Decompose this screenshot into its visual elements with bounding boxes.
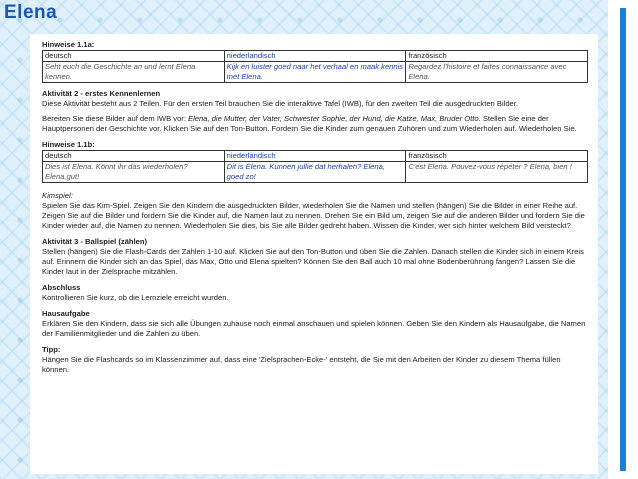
cell-french: C'est Elena. Pouvez-vous répéter ? Elena, bien !: [406, 162, 588, 183]
table-row: [43, 162, 588, 183]
activity2-heading: Aktivität 2 - erstes Kennenlernen: [42, 89, 161, 98]
kimspiel-text: Spielen Sie das Kim-Spiel. Zeigen Sie den Kindern die ausgedruckten Bilder, wiederholen Sie die Namen und stellen (hängen) Sie die Bilder in einer Reihe auf. Zeigen Sie auf die Bilder und fordern Sie die Kinder auf, die Namen laut zu nennen. Drehen Sie ein Bild um, zeigen Sie auf die anderen Bilder und fordern Sie die Kinder wieder auf, die Namen zu nennen. Wiederholen Sie dies, bis Sie alle Bilder gedreht haben. Wissen die Kinder, wer sich hinter welchem Bild versteckt?: [42, 201, 585, 230]
activity2-p2-intro: Bereiten Sie diese Bilder auf dem IWB vor:: [42, 114, 189, 123]
document-page: [30, 34, 598, 474]
activity2-p2-names: Elena, die Mutter, der Vater, Schwester Sophie, der Hund, die Katze, Max, Bruder Otto.: [188, 114, 481, 123]
hausaufgabe-section: [42, 309, 588, 339]
col-french: französisch: [406, 151, 588, 162]
cell-german: Dies ist Elena. Könnt ihr das wiederholen? Elena,gut!: [43, 162, 225, 183]
col-dutch: niederlandisch: [224, 151, 406, 162]
abschluss-heading: Abschluss: [42, 283, 81, 292]
table-row: [43, 62, 588, 83]
activity3-heading: Aktivität 3 - Ballspiel (zählen): [42, 237, 148, 246]
abschluss-section: [42, 283, 588, 303]
hint1-table: [42, 50, 588, 83]
abschluss-text: Kontrollieren Sie kurz, ob die Lernziele erreicht wurden.: [42, 293, 229, 302]
kimspiel-heading: Kimspiel:: [42, 191, 73, 200]
col-german: deutsch: [43, 51, 225, 62]
table-header-row: [43, 151, 588, 162]
tipp-section: [42, 345, 588, 375]
hausaufgabe-heading: Hausaufgabe: [42, 309, 90, 318]
activity2-p2: [42, 114, 588, 134]
activity2-p2-rest: Stellen Sie eine der Hauptpersonen der Geschichte vor. Klicken Sie auf den Ton-Button. Fordern Sie die Kinder zum genauen Zuhören und zum Wiederholen auf. Wiederholen Sie.: [42, 114, 577, 133]
activity3-text: Stellen (hängen) Sie die Flash-Cards der Zahlen 1-10 auf. Klicken Sie auf den Ton-Button und üben Sie die Zahlen. Danach stellen die Kinder sich in einem Kreis auf. Erinnern die Kinder sich an das Spiel, das Max, Otto und Elena spielten? Können Sie den Ball auch 10 mal ohne Bodenberührung fangen? Lassen Sie die Kinder laut in der Zielsprache mitzählen.: [42, 247, 584, 276]
hint1-label: Hinweise 1.1a:: [42, 40, 95, 49]
col-german: deutsch: [43, 151, 225, 162]
col-french: französisch: [406, 51, 588, 62]
hausaufgabe-text: Erklären Sie den Kindern, dass sie sich alle Übungen zuhause noch einmal anschauen und spielen können. Geben Sie den Kindern als Hausaufgabe, die Namen der Familienmitglieder und die Zahlen zu üben.: [42, 319, 586, 338]
cell-dutch: Dit is Elena. Kunnen jullie dat herhalen? Elena, goed zo!: [224, 162, 406, 183]
accent-stripe: [620, 8, 626, 471]
cell-french: Regardez l'histoire et faites connaissance avec Elena.: [406, 62, 588, 83]
right-edge-bar: [608, 0, 638, 479]
kimspiel-section: [42, 191, 588, 231]
hint2-table: [42, 150, 588, 183]
tipp-heading: Tipp:: [42, 345, 61, 354]
cell-dutch: Kijk en luister goed naar het verhaal en maak kennis met Elena.: [224, 62, 406, 83]
cell-german: Seht euch die Geschichte an und lernt Elena kennen.: [43, 62, 225, 83]
page-title: Elena: [4, 2, 58, 23]
tipp-text: Hängen Sie die Flashcards so im Klassenzimmer auf, dass eine 'Zielsprachen-Ecke-' entsteht, die Sie mit den Arbeiten der Kinder zu diesem Thema füllen können.: [42, 355, 561, 374]
table-header-row: [43, 51, 588, 62]
hint2-section: [42, 140, 588, 183]
col-dutch: niederlandisch: [224, 51, 406, 62]
activity2-p1: Diese Aktivität besteht aus 2 Teilen. Für den ersten Teil brauchen Sie die interaktive Tafel (IWB), für den zweiten Teil die ausgedruckten Bilder.: [42, 99, 518, 108]
hint2-label: Hinweise 1.1b:: [42, 140, 95, 149]
activity2-section: [42, 89, 588, 134]
activity3-section: [42, 237, 588, 277]
